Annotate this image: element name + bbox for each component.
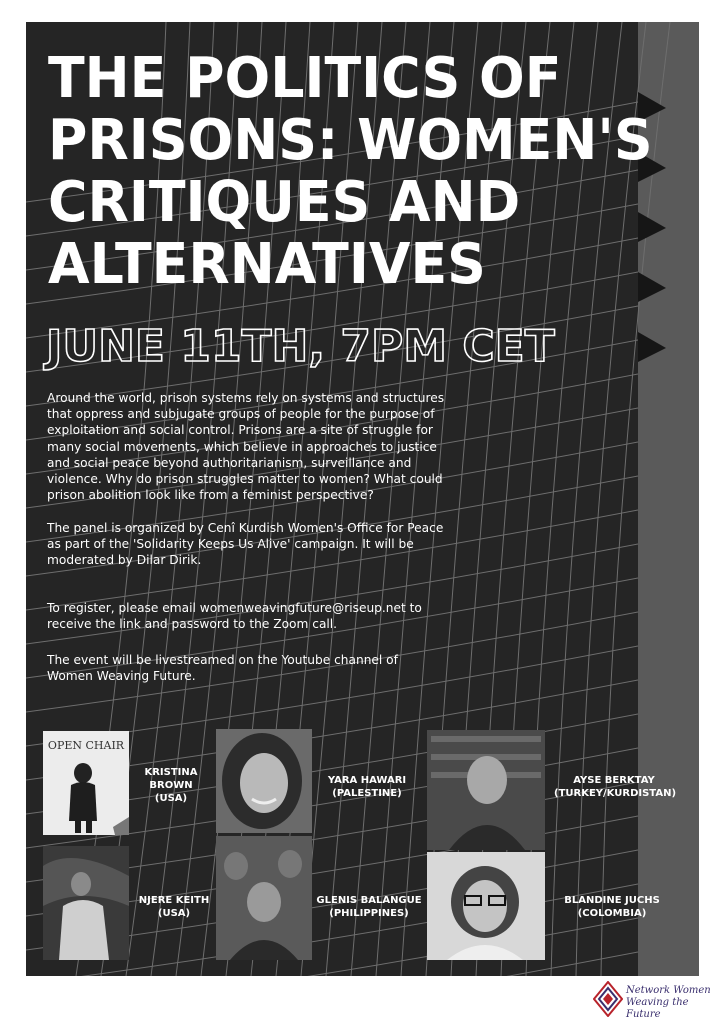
open-chair-sign: OPEN CHAIR <box>47 739 125 752</box>
speaker-country: (USA) <box>154 793 188 804</box>
speaker-country: (PHILIPPINES) <box>329 908 409 919</box>
speaker-photo-blandine-juchs <box>427 852 545 960</box>
speaker-country: (PALESTINE) <box>332 788 402 799</box>
speaker-country: (TURKEY/KURDISTAN) <box>554 788 677 799</box>
speaker-label-blandine-juchs <box>562 894 662 920</box>
wordmark-line-2: Weaving the Future <box>626 997 689 1020</box>
speaker-name: KRISTINA BROWN <box>144 767 198 791</box>
speaker-photo-ayse-berktay <box>427 730 545 850</box>
speaker-label-glenis-balangue <box>316 894 422 920</box>
speaker-label-ayse-berktay <box>554 774 677 800</box>
intro-paragraph: Around the world, prison systems rely on systems and structures that oppress and subjugate groups of people for the purpose of exploitation and social control. Prisons are a site of struggle for many social movements, which believe in approaches to justice and social peace beyond authoritarianism, surveillance and violence. Why do prison struggles matter to women? What could prison abolition look like from a feminist perspective? <box>47 391 445 503</box>
registration-paragraph: To register, please email womenweavingfuture@riseup.net to receive the link and password to the Zoom call. <box>47 601 422 632</box>
event-title: THE POLITICS OF PRISONS: WOMEN'S CRITIQUES AND ALTERNATIVES <box>48 46 653 297</box>
organizer-paragraph: The panel is organized by Cenî Kurdish Women's Office for Peace as part of the 'Solidarity Keeps Us Alive' campaign. It will be moderated by Dilar Dirik. <box>47 521 444 568</box>
speaker-photo-kristina-brown <box>43 731 129 835</box>
speaker-photo-njere-keith <box>43 846 129 960</box>
speaker-label-kristina-brown <box>136 766 206 805</box>
speaker-photo-glenis-balangue <box>216 836 312 960</box>
speaker-name: AYSE BERKTAY <box>573 775 655 786</box>
speaker-country: (USA) <box>157 908 191 919</box>
speaker-label-njere-keith <box>134 894 214 920</box>
network-women-logo-icon <box>593 981 623 1017</box>
livestream-paragraph: The event will be livestreamed on the Youtube channel of Women Weaving Future. <box>47 653 398 684</box>
speaker-country: (COLOMBIA) <box>577 908 647 919</box>
speaker-name: YARA HAWARI <box>327 775 407 786</box>
event-date: JUNE 11TH, 7PM CET <box>46 321 555 372</box>
speaker-label-yara-hawari <box>322 774 412 800</box>
speaker-photo-yara-hawari <box>216 729 312 833</box>
speaker-name: GLENIS BALANGUE <box>316 895 422 906</box>
speaker-name: NJERE KEITH <box>138 895 210 906</box>
wordmark-line-1: Network Women <box>626 985 711 996</box>
speaker-name: BLANDINE JUCHS <box>564 895 660 906</box>
network-women-wordmark <box>626 985 724 1021</box>
poster <box>26 22 699 976</box>
